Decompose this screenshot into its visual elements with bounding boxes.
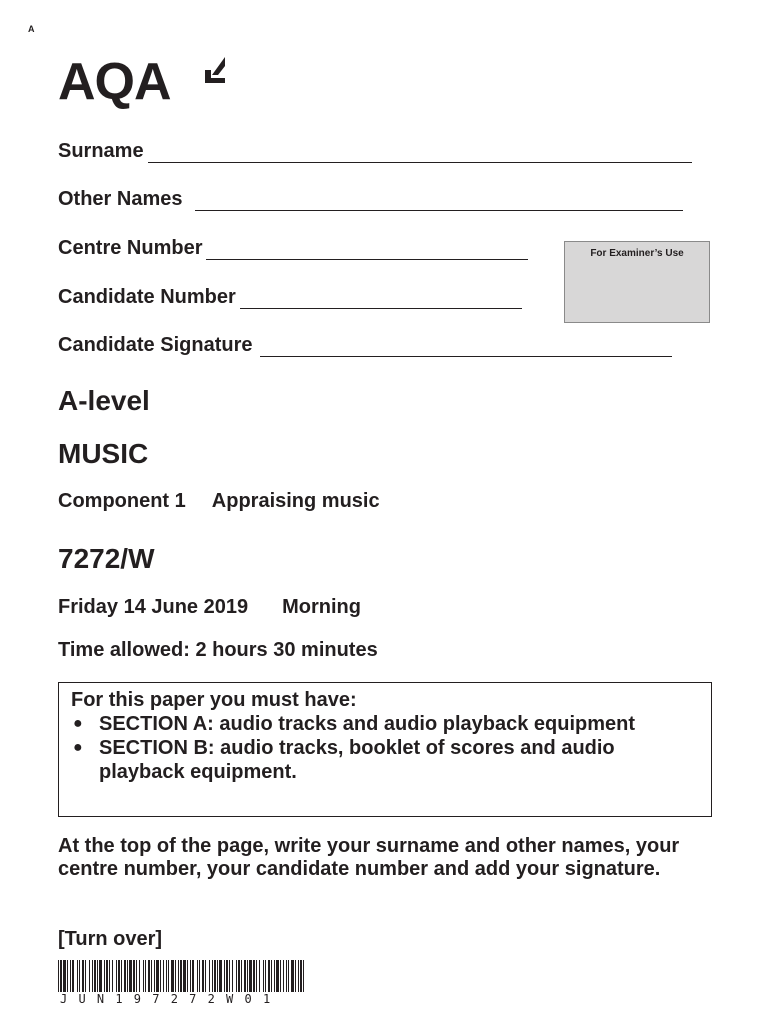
- exam-day: Friday 14 June 2019: [58, 596, 249, 618]
- other-names-line[interactable]: [195, 192, 683, 211]
- materials-list: [71, 712, 699, 784]
- candidate-number-field[interactable]: [58, 286, 522, 309]
- component-line: [58, 490, 380, 513]
- turn-over-label: [Turn over]: [58, 928, 163, 950]
- other-names-label: Other Names: [58, 188, 183, 210]
- candidate-signature-label: Candidate Signature: [58, 334, 253, 356]
- materials-item: ● SECTION B: audio tracks, booklet of scores and audio playback equipment.: [73, 737, 615, 783]
- barcode-icon: [58, 960, 304, 992]
- other-names-field[interactable]: [58, 188, 683, 211]
- subject-heading: MUSIC: [58, 438, 149, 469]
- corner-mark: A: [28, 24, 35, 34]
- logo-mark-icon: [204, 56, 226, 84]
- surname-line[interactable]: [148, 144, 692, 163]
- candidate-signature-line[interactable]: [260, 338, 672, 357]
- exam-date: [58, 596, 361, 619]
- surname-label: Surname: [58, 140, 144, 162]
- paper-code: 7272/W: [58, 543, 155, 574]
- bullet-icon: ●: [73, 715, 83, 732]
- examiner-use-label: For Examiner’s Use: [590, 248, 684, 259]
- barcode-text: J U N 1 9 7 2 7 2 W 0 1: [60, 992, 273, 1006]
- component-number: Component 1: [58, 490, 186, 512]
- materials-heading: For this paper you must have:: [71, 689, 357, 711]
- bullet-icon: ●: [73, 739, 83, 756]
- surname-field[interactable]: [58, 140, 692, 163]
- logo-text: AQA: [58, 53, 171, 111]
- materials-box: [58, 682, 712, 817]
- centre-number-label: Centre Number: [58, 237, 203, 259]
- candidate-number-line[interactable]: [240, 290, 522, 309]
- component-title: Appraising music: [211, 490, 380, 512]
- time-allowed: Time allowed: 2 hours 30 minutes: [58, 639, 378, 661]
- centre-number-line[interactable]: [206, 241, 528, 260]
- examiner-use-box: [564, 241, 710, 323]
- qualification-heading: A-level: [58, 385, 150, 416]
- exam-session: Morning: [282, 596, 361, 618]
- centre-number-field[interactable]: [58, 237, 528, 260]
- candidate-number-label: Candidate Number: [58, 286, 236, 308]
- candidate-signature-field[interactable]: [58, 334, 672, 357]
- instructions-text: At the top of the page, write your surname and other names, your centre number, your candidate number and add your signature.: [58, 835, 680, 880]
- materials-item: ● SECTION A: audio tracks and audio playback equipment: [73, 713, 636, 735]
